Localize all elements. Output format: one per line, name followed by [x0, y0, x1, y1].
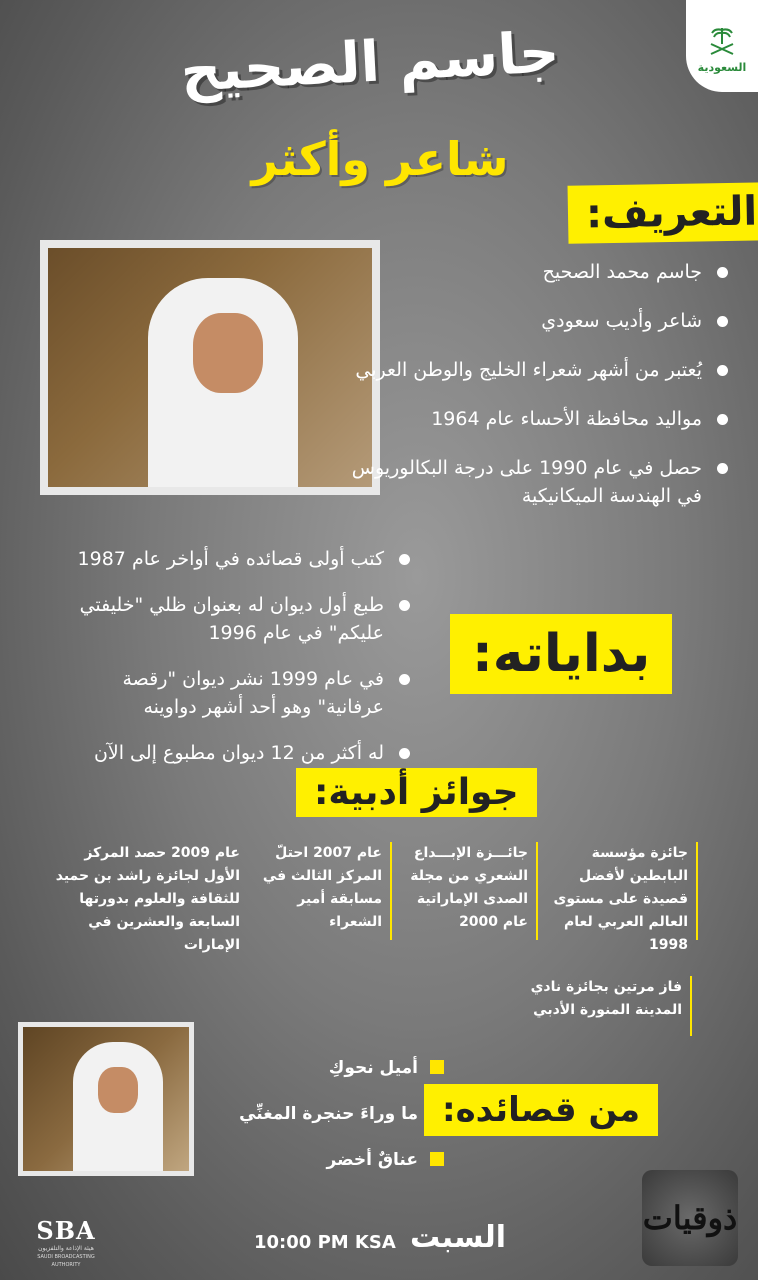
definition-list: [342, 258, 702, 531]
list-item: يُعتبر من أشهر شعراء الخليج والوطن العربي: [342, 356, 702, 384]
palm-swords-emblem-icon: [705, 24, 739, 58]
sba-logo: [26, 1216, 106, 1269]
list-item: عناقٌ أخضر: [218, 1149, 418, 1171]
list-item: أميل نحوكِ: [218, 1057, 418, 1079]
section-heading-awards: جوائز أدبية:: [300, 772, 533, 813]
beginnings-list: [54, 545, 384, 785]
sba-subtitle: هيئة الإذاعة والتلفزيون: [38, 1245, 94, 1252]
list-item: في عام 1999 نشر ديوان "رقصة عرفانية" وهو أحد أشهر دواوينه: [54, 665, 384, 721]
program-logo: [642, 1170, 738, 1266]
section-heading-poems: من قصائده:: [428, 1088, 654, 1132]
section-heading-definition: التعريف:: [572, 186, 758, 239]
program-logo-text: ذوقيات: [642, 1199, 738, 1237]
award-card: جائزة مؤسسة البابطين لأفضل قصيدة على مستوى العالم العربي لعام 1998: [540, 842, 698, 940]
list-item: له أكثر من 12 ديوان مطبوع إلى الآن: [54, 739, 384, 767]
channel-logo: [686, 0, 758, 92]
main-title: جاسم الصحيح: [179, 20, 561, 105]
list-item: جاسم محمد الصحيح: [342, 258, 702, 286]
list-item: طبع أول ديوان له بعنوان ظلي "خليفتي عليكم" في عام 1996: [54, 591, 384, 647]
award-card: فاز مرتين بجائزة نادي المدينة المنورة الأدبي: [484, 976, 692, 1036]
list-item: ما وراءَ حنجرة المغنِّي: [218, 1103, 418, 1125]
broadcast-time: 10:00 PM KSA: [254, 1232, 396, 1253]
list-item: مواليد محافظة الأحساء عام 1964: [342, 405, 702, 433]
poet-photo-small: [18, 1022, 194, 1176]
section-heading-beginnings: بداياته:: [454, 618, 668, 690]
sba-subtitle-en: SAUDI BROADCASTING AUTHORITY: [37, 1254, 95, 1268]
list-item: كتب أولى قصائده في أواخر عام 1987: [54, 545, 384, 573]
broadcast-day: السبت: [410, 1220, 507, 1255]
subtitle: شاعر وأكثر: [251, 132, 509, 186]
logo-text: السعودية: [697, 61, 747, 74]
list-item: حصل في عام 1990 على درجة البكالوريوس في الهندسة الميكانيكية: [342, 454, 702, 510]
sba-logo-text: SBA: [36, 1216, 96, 1245]
poet-photo: [40, 240, 380, 495]
award-card: عام 2007 احتلّ المركز الثالث في مسابقة أمير الشعراء: [250, 842, 392, 940]
poems-list: [218, 1057, 418, 1195]
award-card: جائـــزة الإبـــداع الشعري من مجلة الصدى الإماراتية عام 2000: [394, 842, 538, 940]
award-card: عام 2009 حصد المركز الأول لجائزة راشد بن حميد للثقافة والعلوم بدورتها السابعة والعشرين في الإمارات: [55, 845, 240, 953]
list-item: شاعر وأديب سعودي: [342, 307, 702, 335]
